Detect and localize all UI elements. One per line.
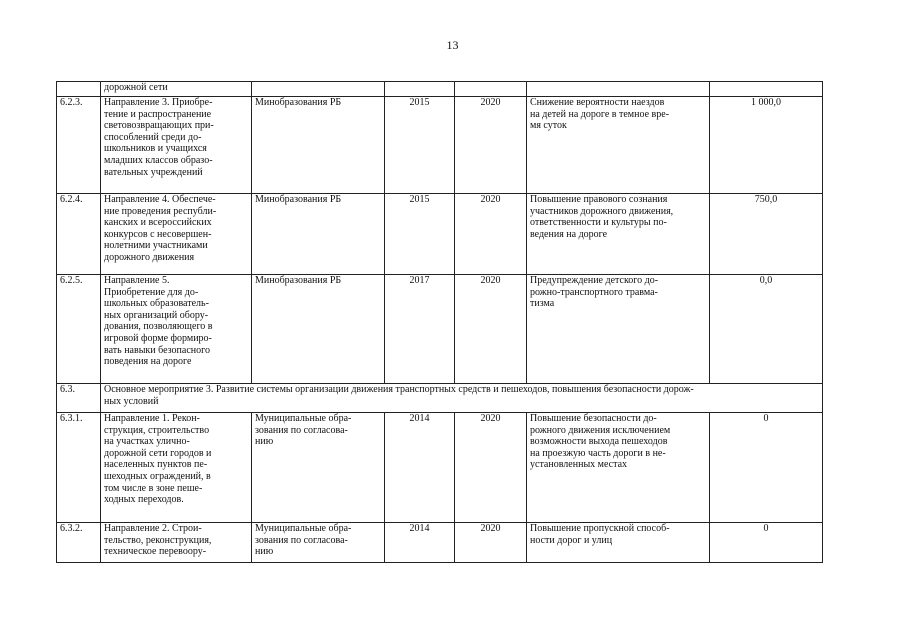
cell-end-year: 2020 <box>455 275 527 384</box>
cell-start-year: 2017 <box>385 275 455 384</box>
cell-result: Снижение вероятности наездов на детей на дороге в темное вре- мя суток <box>527 97 710 194</box>
measures-table <box>56 81 823 563</box>
cell-end-year: 2020 <box>455 413 527 523</box>
cell-result: Предупреждение детского до- рожно-транспортного травма- тизма <box>527 275 710 384</box>
cell-num: 6.2.5. <box>57 275 101 384</box>
cell-amount: 0,0 <box>710 275 823 384</box>
cell-end-year <box>455 82 527 97</box>
cell-start-year <box>385 82 455 97</box>
cell-amount: 1 000,0 <box>710 97 823 194</box>
cell-amount <box>710 82 823 97</box>
page-number: 13 <box>446 38 459 52</box>
cell-result: Повышение правового сознания участников дорожного движения, ответственности и культуры по- ведения на дороге <box>527 194 710 275</box>
cell-num: 6.3. <box>57 384 101 413</box>
cell-end-year: 2020 <box>455 194 527 275</box>
cell-executor: Муниципальные обра- зования по согласова- нию <box>252 523 385 563</box>
cell-result: Повышение безопасности до- рожного движения исключением возможности выхода пешеходов на проезжую часть дороги в не- установленных местах <box>527 413 710 523</box>
table-row <box>57 97 823 194</box>
cell-amount: 750,0 <box>710 194 823 275</box>
cell-num: 6.3.2. <box>57 523 101 563</box>
section-title: Основное мероприятие 3. Развитие системы организации движения транспортных средств и пешеходов, повышения безопасности дорож- ных условий <box>101 384 823 413</box>
cell-end-year: 2020 <box>455 97 527 194</box>
cell-start-year: 2014 <box>385 413 455 523</box>
cell-title: Направление 4. Обеспече- ние проведения республи- канских и всероссийских конкурсов с несовершен- нолетними участниками дорожного движения <box>101 194 252 275</box>
cell-start-year: 2015 <box>385 194 455 275</box>
cell-title: Направление 2. Строи- тельство, реконструкция, техническое перевоору- <box>101 523 252 563</box>
cell-result <box>527 82 710 97</box>
cell-executor <box>252 82 385 97</box>
cell-executor: Минобразования РБ <box>252 97 385 194</box>
cell-title: дорожной сети <box>101 82 252 97</box>
cell-num: 6.3.1. <box>57 413 101 523</box>
cell-executor: Минобразования РБ <box>252 275 385 384</box>
cell-title: Направление 1. Рекон- струкция, строительство на участках улично- дорожной сети городов и населенных пунктов пе- шеходных ограждений, в том числе в зоне пеше- ходных переходов. <box>101 413 252 523</box>
cell-title: Направление 3. Приобре- тение и распространение световозвращающих при- способлений среди до- школьников и учащихся младших классов образо- вательных учреждений <box>101 97 252 194</box>
cell-num <box>57 82 101 97</box>
table-row <box>57 275 823 384</box>
table-row <box>57 413 823 523</box>
cell-result: Повышение пропускной способ- ности дорог и улиц <box>527 523 710 563</box>
table-section-row <box>57 384 823 413</box>
table-row <box>57 194 823 275</box>
cell-title: Направление 5. Приобретение для до- школьных образователь- ных организаций обору- дования, позволяющего в игровой форме формиро- вать навыки безопасного поведения на дороге <box>101 275 252 384</box>
cell-num: 6.2.4. <box>57 194 101 275</box>
cell-amount: 0 <box>710 413 823 523</box>
cell-start-year: 2015 <box>385 97 455 194</box>
cell-executor: Минобразования РБ <box>252 194 385 275</box>
cell-num: 6.2.3. <box>57 97 101 194</box>
cell-executor: Муниципальные обра- зования по согласова- нию <box>252 413 385 523</box>
table-row <box>57 523 823 563</box>
cell-amount: 0 <box>710 523 823 563</box>
cell-end-year: 2020 <box>455 523 527 563</box>
cell-start-year: 2014 <box>385 523 455 563</box>
table-row-continuation <box>57 82 823 97</box>
